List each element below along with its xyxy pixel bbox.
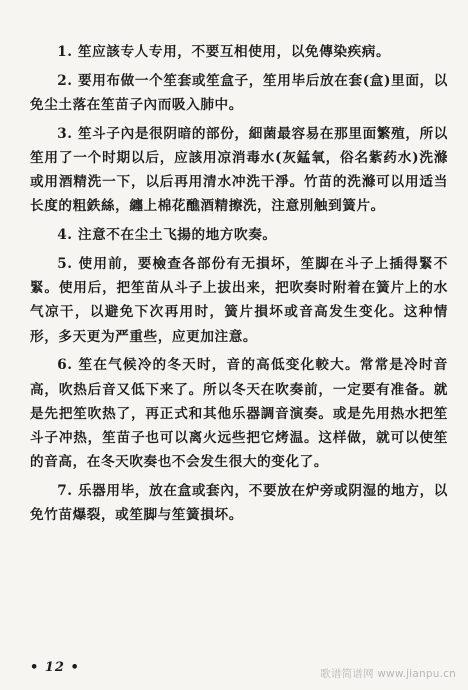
page-number: • 12 • — [30, 660, 80, 675]
paragraph-5: 5. 使用前，要檢查各部份有无損坏，笙脚在斗子上插得緊不緊。使用后，把笙苗从斗子上拔出来，把吹奏时附着在簧片上的水气凉干，以避免下次再用时，簧片損坏或音高发生变化。这种情形，多天更为严重些，应更加注意。 — [30, 256, 448, 345]
paragraph-6: 6. 笙在气候冷的冬天时，音的高低变化較大。常常是冷时音高，吹热后音又低下来了。所以冬天在吹奏前，一定要有准备。就是先把笙吹热了，再正式和其他乐器調音演奏。或是先用热水把笙斗子冲热，笙苗子也可以离火远些把它烤温。这样做，就可以使笙的音高，在冬天吹奏也不会发生很大的变化了。 — [30, 357, 448, 471]
paragraph-2: 2. 要用布做一个笙套或笙盒子，笙用毕后放在套(盒)里面，以免尘土落在笙苗子內而吸入肺中。 — [30, 72, 448, 113]
paragraph-7: 7. 乐器用毕，放在盒或套內，不要放在炉旁或阴湿的地方，以免竹苗爆裂，或笙脚与笙簧損坏。 — [30, 483, 448, 524]
paragraph-4: 4. 注意不在尘土飞揚的地方吹奏。 — [57, 227, 277, 244]
site-watermark: 歌谱简谱网 www.jianpu.cn — [320, 668, 456, 680]
paragraph-3: 3. 笙斗子內是很阴暗的部份，細菌最容易在那里面繁殖，所以笙用了一个时期以后，应該用凉消毒水(灰錳氧，俗名紫药水)洗滌或用酒精洗一下，以后再用清水冲洗干淨。竹苗的洗滌可以用适当长度的粗鉄絲，纏上棉花醮酒精擦洗，注意別触到簧片。 — [30, 125, 448, 215]
text-body — [30, 40, 448, 532]
paragraph-1: 1. 笙应該专人专用，不要互相使用，以免傳染疾病。 — [57, 44, 391, 60]
